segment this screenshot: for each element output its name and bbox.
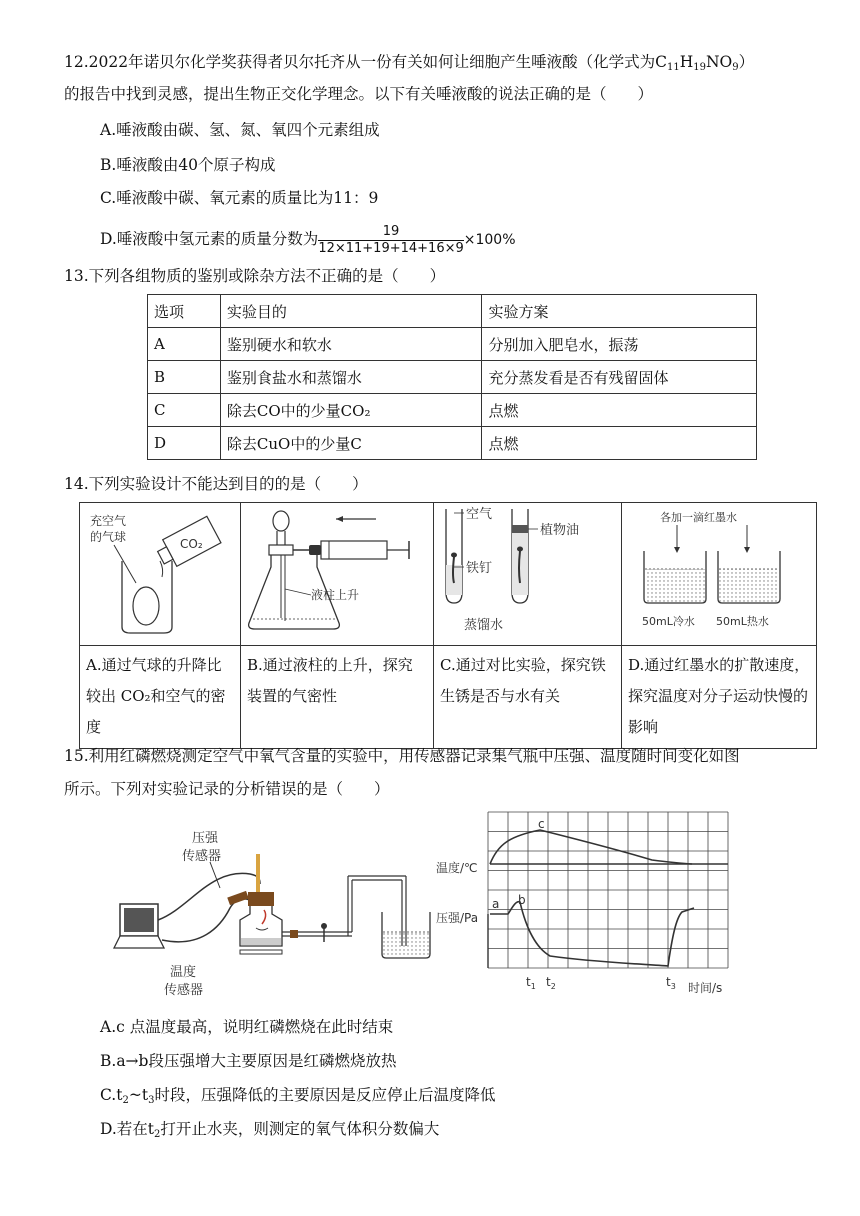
q15-option-d: D.若在$t_2$打开止水夹，则测定的氧气体积分数偏大: [100, 1120, 440, 1140]
table-cell: 除去CO中的少量CO₂: [220, 394, 482, 427]
svg-text:的气球: 的气球: [90, 530, 127, 544]
table-cell: 点燃: [482, 427, 757, 460]
q14-stem: 14.下列实验设计不能达到目的的是（ ）: [64, 475, 368, 493]
svg-text:蒸馏水: 蒸馏水: [464, 618, 504, 633]
table-cell: A: [148, 328, 221, 361]
options-row: [80, 646, 817, 749]
q14-option-b: B.通过液柱的上升，探究装置的气密性: [241, 646, 434, 749]
svg-text:温度: 温度: [170, 965, 197, 980]
pressure-axis-label: 压强/Pa: [436, 911, 479, 925]
table-header-row: [148, 295, 757, 328]
figure-diffusion: [622, 503, 817, 646]
table-row: [148, 427, 757, 460]
tick-t1: $t_1$: [526, 975, 536, 991]
svg-text:液柱上升: 液柱上升: [311, 588, 360, 602]
svg-text:传感器: 传感器: [182, 849, 222, 864]
q15-sensor-graph: [432, 808, 742, 994]
table-header: 实验方案: [482, 295, 757, 328]
time-axis-label: 时间/s: [688, 981, 723, 994]
q15-option-c: $C.t_2\sim t_3$时段，压强降低的主要原因是反应停止后温度降低: [100, 1086, 496, 1106]
svg-text:铁钉: 铁钉: [466, 561, 493, 576]
table-cell: 除去CuO中的少量C: [220, 427, 482, 460]
table-cell: B: [148, 361, 221, 394]
q14-table: [79, 502, 817, 749]
table-header: 实验目的: [220, 295, 482, 328]
q15-option-a: A.c 点温度最高，说明红磷燃烧在此时结束: [100, 1018, 394, 1036]
tick-t3: $t_3$: [666, 975, 676, 991]
mass-fraction: $\frac{19}{12\times 11+19+14+16\times 9}$: [318, 223, 464, 256]
table-cell: 充分蒸发看是否有残留固体: [482, 361, 757, 394]
table-cell: 点燃: [482, 394, 757, 427]
point-b: b: [518, 893, 526, 907]
svg-text:50mL热水: 50mL热水: [716, 615, 769, 628]
svg-text:压强: 压强: [192, 831, 219, 846]
q14-option-c: C.通过对比实验，探究铁生锈是否与水有关: [434, 646, 622, 749]
q12-option-b: B.唾液酸由40个原子构成: [100, 156, 276, 174]
table-cell: 鉴别硬水和软水: [220, 328, 482, 361]
q15-stem-line2: 所示。下列对实验记录的分析错误的是（ ）: [64, 780, 390, 798]
svg-text:CO₂: CO₂: [180, 537, 203, 551]
figure-rusting: [434, 503, 622, 646]
table-header: 选项: [148, 295, 221, 328]
table-cell: 分别加入肥皂水，振荡: [482, 328, 757, 361]
q12-option-d: D.唾液酸中氢元素的质量分数为 $\frac{19}{12\times 11+19+14+16\times 9}$ ×100%: [100, 223, 516, 256]
temperature-axis-label: 温度/℃: [436, 861, 478, 875]
table-row: [148, 394, 757, 427]
svg-text:充空气: 充空气: [90, 514, 127, 528]
q14-option-a: A.通过气球的升降比较出 CO₂和空气的密度: [80, 646, 241, 749]
table-row: [148, 361, 757, 394]
svg-text:空气: 空气: [466, 507, 493, 522]
figure-balloon: [80, 503, 241, 646]
table-cell: D: [148, 427, 221, 460]
q13-stem: 13.下列各组物质的鉴别或除杂方法不正确的是（ ）: [64, 267, 446, 285]
point-c: c: [538, 817, 545, 831]
table-row: [148, 328, 757, 361]
q14-option-d: D.通过红墨水的扩散速度，探究温度对分子运动快慢的影响: [622, 646, 817, 749]
point-a: a: [492, 897, 500, 911]
svg-text:各加一滴红墨水: 各加一滴红墨水: [660, 511, 737, 524]
q15-stem-line1: 15.利用红磷燃烧测定空气中氧气含量的实验中，用传感器记录集气瓶中压强、温度随时间变化如图: [64, 747, 740, 765]
q12-option-a: A.唾液酸由碳、氢、氮、氧四个元素组成: [100, 121, 380, 139]
figure-row: [80, 503, 817, 646]
figure-airtightness: [241, 503, 434, 646]
q12-stem-line1: 12.2022年诺贝尔化学奖获得者贝尔托齐从一份有关如何让细胞产生唾液酸（化学式为$C_{11}H_{19}NO_9$）: [64, 53, 755, 73]
q15-option-b: B.a→b段压强增大主要原因是红磷燃烧放热: [100, 1052, 397, 1070]
table-cell: C: [148, 394, 221, 427]
q12-option-c: C.唾液酸中碳、氧元素的质量比为11：9: [100, 189, 379, 207]
svg-text:传感器: 传感器: [164, 983, 204, 998]
q13-table: [147, 294, 757, 460]
table-cell: 鉴别食盐水和蒸馏水: [220, 361, 482, 394]
q12-stem-line2: 的报告中找到灵感，提出生物正交化学理念。以下有关唾液酸的说法正确的是（ ）: [64, 85, 654, 103]
svg-text:植物油: 植物油: [540, 523, 580, 538]
tick-t2: $t_2$: [546, 975, 556, 991]
svg-text:50mL冷水: 50mL冷水: [642, 615, 695, 628]
